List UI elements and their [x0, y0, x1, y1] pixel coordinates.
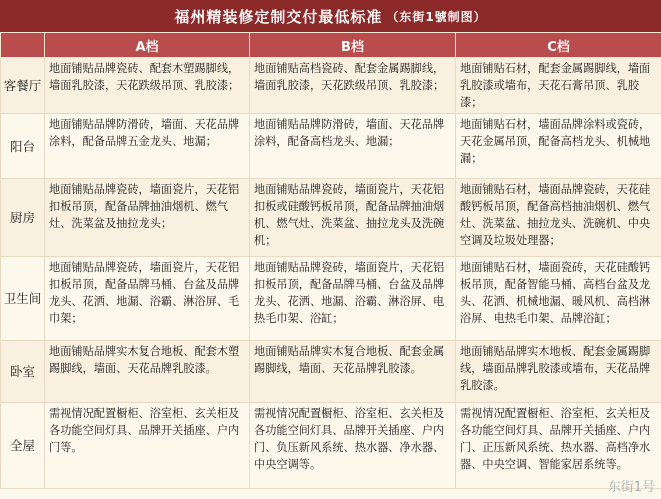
grade-a-cell: 地面铺贴品牌实木复合地板、配套木塑踢脚线，墙面、天花品牌乳胶漆。 — [45, 341, 250, 403]
table-row — [1, 403, 661, 489]
table-row — [1, 58, 661, 114]
grade-a-cell: 需视情况配置橱柜、浴室柜、玄关柜及各功能空间灯具、品牌开关插座、户内门等。 — [45, 403, 250, 489]
title-sub: （东街1號制图） — [386, 9, 487, 24]
grade-a-cell: 地面铺贴品牌瓷砖、配套木塑踢脚线，墙面乳胶漆，天花跌级吊顶、乳胶漆； — [45, 58, 250, 114]
grade-c-cell: 地面铺贴石材，墙面瓷砖，天花硅酸钙板吊顶，配备智能马桶、高档台盆及龙头、花洒、机械地漏、暖风机、高档淋浴屏、电热毛巾架、品牌浴缸； — [456, 257, 661, 341]
header-grade-b: B档 — [250, 33, 456, 58]
room-name: 全屋 — [1, 403, 45, 489]
grade-b-cell: 地面铺贴品牌实木复合地板、配套金属踢脚线，墙面、天花品牌乳胶漆。 — [250, 341, 456, 403]
grade-c-cell: 地面铺贴品牌实木地板、配套金属踢脚线，墙面品牌乳胶漆或墙布，天花品牌乳胶漆。 — [456, 341, 661, 403]
standards-table — [0, 32, 661, 489]
grade-c-cell: 需视情况配置橱柜、浴室柜、玄关柜及各功能空间灯具、品牌开关插座、户内门、正压新风系统、热水器、高档净水器、中央空调、智能家居系统等。 — [456, 403, 661, 489]
table-row — [1, 179, 661, 257]
header-room — [1, 33, 45, 58]
table-row — [1, 257, 661, 341]
grade-b-cell: 需视情况配置橱柜、浴室柜、玄关柜及各功能空间灯具、品牌开关插座、户内门、负压新风系统、热水器、净水器、中央空调等。 — [250, 403, 456, 489]
header-grade-c: C档 — [456, 33, 661, 58]
grade-a-cell: 地面铺贴品牌瓷砖，墙面瓷片，天花铝扣板吊顶，配备品牌抽油烟机、燃气灶、洗菜盆及抽拉龙头； — [45, 179, 250, 257]
room-name: 厨房 — [1, 179, 45, 257]
room-name: 阳台 — [1, 114, 45, 179]
grade-b-cell: 地面铺贴品牌瓷砖，墙面瓷片，天花铝扣板吊顶，配备品牌马桶、台盆及品牌龙头、花洒、地漏、浴霸、淋浴屏、电热毛巾架、浴缸； — [250, 257, 456, 341]
table-row — [1, 114, 661, 179]
grade-a-cell: 地面铺贴品牌防滑砖，墙面、天花品牌涂料，配备品牌五金龙头、地漏； — [45, 114, 250, 179]
grade-c-cell: 地面铺贴石材，配套金属踢脚线，墙面乳胶漆或墙布，天花石膏吊顶、乳胶漆； — [456, 58, 661, 114]
grade-b-cell: 地面铺贴品牌防滑砖，墙面、天花品牌涂料，配备高档龙头、地漏； — [250, 114, 456, 179]
header-grade-a: A档 — [45, 33, 250, 58]
grade-b-cell: 地面铺贴高档瓷砖、配套金属踢脚线，墙面乳胶漆，天花跌级吊顶、乳胶漆； — [250, 58, 456, 114]
room-name: 卫生间 — [1, 257, 45, 341]
room-name: 卧室 — [1, 341, 45, 403]
grade-c-cell: 地面铺贴石材，墙面品牌瓷砖，天花硅酸钙板吊顶，配备高档抽油烟机、燃气灶、洗菜盆、抽拉龙头、洗碗机、中央空调及垃圾处理器； — [456, 179, 661, 257]
table-title — [0, 0, 661, 32]
header-row — [1, 33, 661, 58]
grade-a-cell: 地面铺贴品牌瓷砖，墙面瓷片，天花铝扣板吊顶，配备品牌马桶、台盆及品牌龙头、花洒、地漏、浴霸、淋浴屏、毛巾架； — [45, 257, 250, 341]
room-name: 客餐厅 — [1, 58, 45, 114]
grade-b-cell: 地面铺贴品牌瓷砖，墙面瓷片，天花铝扣板或硅酸钙板吊顶，配备品牌抽油烟机、燃气灶、洗菜盆、抽拉龙头及洗碗机； — [250, 179, 456, 257]
watermark: 东街1号 — [607, 480, 655, 495]
title-main: 福州精装修定制交付最低标准 — [174, 7, 383, 26]
grade-c-cell: 地面铺贴石材，墙面品牌涂料或瓷砖，天花金属吊顶，配备高档龙头、机械地漏； — [456, 114, 661, 179]
table-row — [1, 341, 661, 403]
